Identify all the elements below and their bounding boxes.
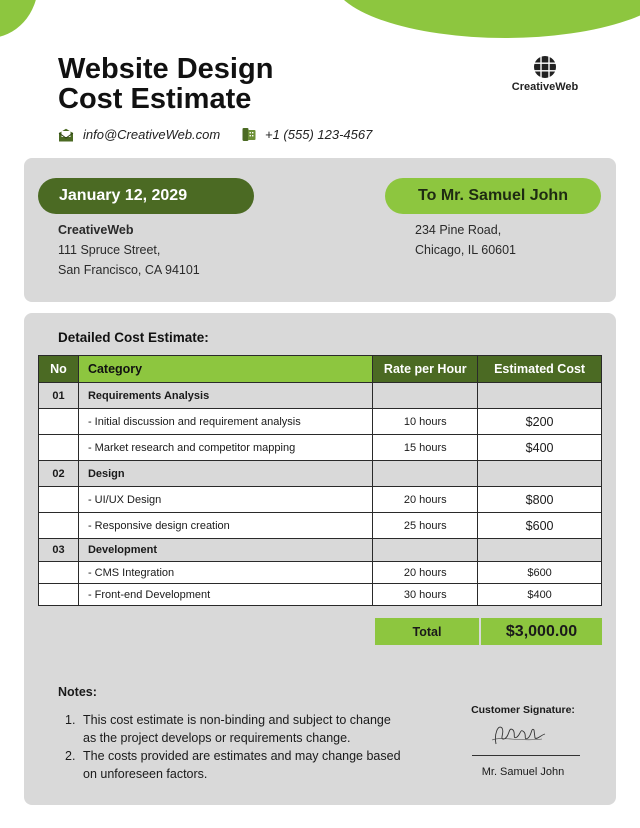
decorative-blob-top-right — [332, 0, 640, 38]
row-category: - CMS Integration — [78, 562, 372, 584]
row-cost: $600 — [478, 562, 602, 584]
note-text: This cost estimate is non-binding and subject to change as the project develops or requirements change. — [83, 713, 391, 745]
signature-scribble — [490, 718, 550, 750]
logo-text: CreativeWeb — [511, 81, 579, 93]
row-cost — [478, 383, 602, 409]
row-category: - Market research and competitor mapping — [78, 435, 372, 461]
notes-list — [65, 711, 405, 783]
recipient-pill: To Mr. Samuel John — [385, 178, 601, 214]
table-row — [39, 461, 602, 487]
estimate-panel — [24, 313, 616, 805]
row-no — [39, 435, 79, 461]
row-category: Requirements Analysis — [78, 383, 372, 409]
row-category: - Front-end Development — [78, 584, 372, 606]
globe-icon — [533, 55, 557, 79]
parties-panel — [24, 158, 616, 302]
row-category: Development — [78, 539, 372, 562]
page-title-line-1: Website Design — [58, 53, 274, 85]
row-rate — [373, 539, 478, 562]
recipient-address — [415, 220, 516, 260]
row-cost: $400 — [478, 435, 602, 461]
note-item — [65, 747, 405, 783]
table-row — [39, 435, 602, 461]
table-row — [39, 409, 602, 435]
row-rate: 20 hours — [373, 487, 478, 513]
row-rate — [373, 461, 478, 487]
row-no — [39, 409, 79, 435]
signature-name: Mr. Samuel John — [481, 766, 565, 778]
signature-line — [472, 755, 580, 756]
row-no: 01 — [39, 383, 79, 409]
row-category: Design — [78, 461, 372, 487]
row-rate: 15 hours — [373, 435, 478, 461]
recipient-city: Chicago, IL 60601 — [415, 243, 517, 257]
table-header-row — [39, 356, 602, 383]
company-logo — [500, 55, 590, 93]
table-row — [39, 539, 602, 562]
contact-email — [58, 127, 220, 142]
total-label: Total — [375, 618, 479, 645]
row-rate — [373, 383, 478, 409]
date-pill: January 12, 2029 — [38, 178, 254, 214]
phone-icon — [242, 127, 256, 142]
recipient-street: 234 Pine Road, — [415, 223, 502, 237]
row-rate: 30 hours — [373, 584, 478, 606]
phone-text[interactable]: +1 (555) 123-4567 — [265, 127, 373, 142]
table-row — [39, 584, 602, 606]
estimate-title: Detailed Cost Estimate: — [58, 330, 209, 345]
email-text[interactable]: info@CreativeWeb.com — [83, 127, 221, 142]
table-row — [39, 487, 602, 513]
row-category: - Responsive design creation — [78, 513, 372, 539]
page-title — [58, 54, 273, 114]
note-text: The costs provided are estimates and may change based on unforeseen factors. — [83, 749, 401, 781]
row-cost: $400 — [478, 584, 602, 606]
sender-company: CreativeWeb — [58, 223, 134, 237]
row-no — [39, 562, 79, 584]
decorative-blob-top-left — [0, 0, 38, 38]
table-row — [39, 383, 602, 409]
row-category: - Initial discussion and requirement analysis — [78, 409, 372, 435]
row-cost: $800 — [478, 487, 602, 513]
row-rate: 25 hours — [373, 513, 478, 539]
contact-phone — [242, 127, 372, 142]
notes-title: Notes: — [58, 685, 97, 699]
total-value: $3,000.00 — [481, 618, 602, 645]
row-category: - UI/UX Design — [78, 487, 372, 513]
note-number: 2. — [65, 749, 76, 763]
column-header-rate: Rate per Hour — [373, 356, 478, 383]
table-row — [39, 562, 602, 584]
sender-city: San Francisco, CA 94101 — [58, 263, 200, 277]
row-cost: $200 — [478, 409, 602, 435]
row-no — [39, 584, 79, 606]
table-row — [39, 513, 602, 539]
row-cost — [478, 461, 602, 487]
row-no — [39, 487, 79, 513]
note-number: 1. — [65, 713, 76, 727]
email-icon — [58, 128, 74, 142]
row-rate: 10 hours — [373, 409, 478, 435]
note-item — [65, 711, 405, 747]
column-header-cost: Estimated Cost — [478, 356, 602, 383]
row-cost — [478, 539, 602, 562]
row-no — [39, 513, 79, 539]
column-header-category: Category — [78, 356, 372, 383]
row-cost: $600 — [478, 513, 602, 539]
page-title-line-2: Cost Estimate — [58, 83, 252, 115]
row-no: 02 — [39, 461, 79, 487]
column-header-no: No — [39, 356, 79, 383]
sender-street: 111 Spruce Street, — [58, 243, 161, 257]
row-rate: 20 hours — [373, 562, 478, 584]
sender-address — [58, 220, 200, 280]
signature-title: Customer Signature: — [471, 704, 575, 716]
cost-table — [38, 355, 602, 606]
row-no: 03 — [39, 539, 79, 562]
